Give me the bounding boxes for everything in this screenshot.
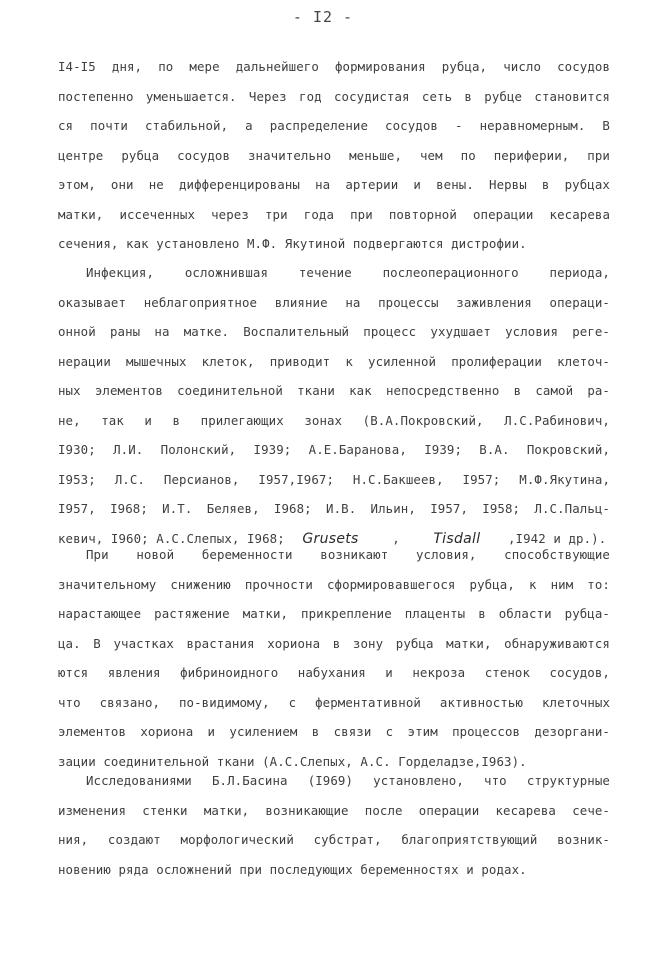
text-line: ца. В участках врастания хориона в зону рубца матки, обнаруживаются xyxy=(58,635,610,651)
text-line: матки, иссеченных через три года при повторной операции кесарева xyxy=(58,206,610,222)
text-line: I957, I968; И.Т. Беляев, I968; И.В. Ильин, I957, I958; Л.С.Пальц- xyxy=(58,501,610,516)
text-line: I953; Л.С. Персианов, I957,I967; Н.С.Бакшеев, I957; М.Ф.Якутина, xyxy=(58,471,610,487)
text-line: новению ряда осложнений при последующих беременностях и родах. xyxy=(58,861,527,877)
text-line: ся почти стабильной, а распределение сосудов - неравномерным. В xyxy=(58,118,610,133)
text-line: изменения стенки матки, возникающие после операции кесарева сече- xyxy=(58,802,610,818)
text-line: нерации мышечных клеток, приводит к усиленной пролиферации клеточ- xyxy=(58,353,610,369)
text-line: онной раны на матке. Воспалительный процесс ухудшает условия реге- xyxy=(58,324,610,339)
text-line: ных элементов соединительной ткани как непосредственно в самой ра- xyxy=(58,383,610,398)
text-line: I4-I5 дня, по мере дальнейшего формирования рубца, число сосудов xyxy=(58,59,610,74)
text-line: ются явления фибриноидного набухания и некроза стенок сосудов, xyxy=(58,665,610,680)
citation-suffix: ,I942 и др.). xyxy=(507,530,607,546)
paragraph-1 xyxy=(58,52,610,259)
text-line: зации соединительной ткани (А.С.Слепых, А.С. Горделадзе,I963). xyxy=(58,753,527,769)
text-line: нарастающее растяжение матки, прикрепление плаценты в области рубца- xyxy=(58,606,610,621)
text-line: Инфекция, осложнившая течение послеоперационного периода, xyxy=(86,265,610,280)
text-line: оказывает неблагоприятное влияние на процессы заживления операци- xyxy=(58,294,610,310)
text-line: сечения, как установлено М.Ф. Якутиной подвергаются дистрофии. xyxy=(58,236,527,251)
text-line: При новой беременности возникают условия, способствующие xyxy=(86,547,610,562)
citation-separator: , xyxy=(392,530,400,546)
text-line: центре рубца сосудов значительно меньше, чем по периферии, при xyxy=(58,147,610,163)
text-line: Исследованиями Б.Л.Басина (I969) установлено, что структурные xyxy=(86,773,610,788)
handwritten-author-2: Tisdall xyxy=(433,530,481,547)
page-number: - I2 - xyxy=(292,8,354,26)
text-line: I930; Л.И. Полонский, I939; А.Е.Баранова, I939; В.А. Покровский, xyxy=(58,442,610,457)
text-line: постепенно уменьшается. Через год сосудистая сеть в рубце становится xyxy=(58,88,610,104)
text-line: не, так и в прилегающих зонах (В.А.Покровский, Л.С.Рабинович, xyxy=(58,412,610,428)
paragraph-4 xyxy=(58,766,610,884)
text-line: элементов хориона и усилением в связи с этим процессов дезоргани- xyxy=(58,724,610,739)
paragraph-2 xyxy=(58,258,610,553)
text-line: этом, они не дифференцированы на артерии и вены. Нервы в рубцах xyxy=(58,177,610,192)
text-line: значительному снижению прочности сформировавшегося рубца, к ним то: xyxy=(58,576,610,592)
handwritten-author-1: Grusets xyxy=(302,530,359,547)
text-line: что связано, по-видимому, с ферментативной активностью клеточных xyxy=(58,694,610,710)
paragraph-3 xyxy=(58,540,610,776)
citation-prefix: кевич, I960; А.С.Слепых, I968; xyxy=(58,530,285,546)
text-line: ния, создают морфологический субстрат, благоприятствующий возник- xyxy=(58,832,610,847)
